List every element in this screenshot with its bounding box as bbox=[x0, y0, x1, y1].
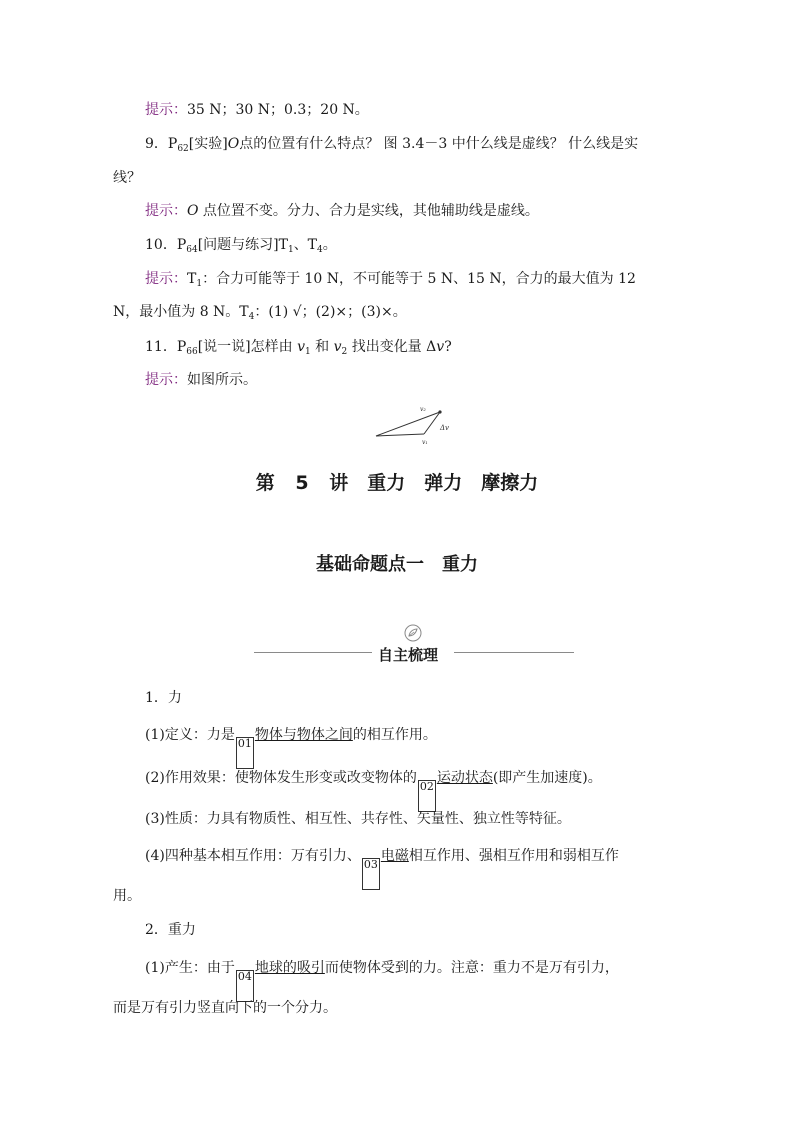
answer-text: 电磁 bbox=[380, 848, 409, 864]
text: (即产生加速度)。 bbox=[492, 770, 602, 786]
answer-box-04: 04 bbox=[236, 970, 254, 1002]
hint-t: T bbox=[187, 271, 197, 287]
velocity-triangle-diagram bbox=[370, 404, 460, 446]
q11-text: 找出变化量 Δ bbox=[347, 339, 437, 355]
hint-t4-sub: 4 bbox=[248, 312, 255, 322]
hint-text: 35 N；30 N；0.3；20 N。 bbox=[187, 102, 369, 118]
q9-text: 点的位置有什么特点？ 图 3.4－3 中什么线是虚线？ 什么线是实 bbox=[239, 136, 639, 152]
question-9 bbox=[145, 134, 638, 154]
q11-and: 和 bbox=[310, 339, 334, 355]
hint-text: 如图所示。 bbox=[187, 372, 257, 388]
text: (1)产生：由于 bbox=[145, 960, 235, 976]
q11-v1: v bbox=[297, 339, 305, 355]
answer-box-01: 01 bbox=[236, 737, 254, 769]
q11-page-sub: 66 bbox=[186, 347, 198, 357]
hint-text: 点位置不变。分力、合力是实线，其他辅助线是虚线。 bbox=[198, 203, 539, 219]
item-interactions bbox=[145, 846, 619, 890]
label-v1: v₁ bbox=[422, 439, 428, 446]
answer-box-03: 03 bbox=[362, 858, 380, 890]
answer-text: 地球的吸引 bbox=[254, 960, 325, 976]
q9-tag: [实验] bbox=[188, 136, 228, 152]
lecture-title: 第 5 讲 重力 弹力 摩擦力 bbox=[255, 472, 539, 494]
hint-line-11 bbox=[145, 370, 257, 390]
question-10 bbox=[145, 235, 337, 255]
hint-label: 提示： bbox=[145, 271, 187, 287]
item-effect bbox=[145, 768, 602, 812]
hint-line-9 bbox=[145, 201, 539, 221]
question-11 bbox=[145, 337, 452, 357]
hint-label: 提示： bbox=[145, 102, 187, 118]
item-heading-force: 1．力 bbox=[145, 690, 182, 706]
q11-v2-sub: 2 bbox=[341, 347, 348, 357]
hint-line-1 bbox=[145, 100, 369, 120]
v2-vector bbox=[376, 412, 440, 436]
item-properties: (3)性质：力具有物质性、相互性、共存性、矢量性、独立性等特征。 bbox=[145, 811, 571, 827]
item-origin bbox=[145, 958, 619, 1002]
question-9-cont: 线？ bbox=[113, 170, 141, 186]
q9-point-o: O bbox=[227, 136, 240, 152]
arrow-tip bbox=[438, 410, 441, 413]
text: 而使物体受到的力。注意：重力不是万有引力， bbox=[324, 960, 619, 976]
answer-text: 运动状态 bbox=[436, 770, 493, 786]
q11-dv: v bbox=[436, 339, 445, 355]
hint-label: 提示： bbox=[145, 203, 187, 219]
item-origin-cont: 而是万有引力竖直向下的一个分力。 bbox=[113, 1000, 337, 1016]
leaf-icon bbox=[404, 624, 422, 642]
q10-number: 10．P bbox=[145, 237, 187, 253]
q11-v1-sub: 1 bbox=[304, 347, 311, 357]
q10-t1-sub: 1 bbox=[287, 245, 294, 255]
hint-point-o: O bbox=[187, 203, 199, 219]
q10-sep: 、T bbox=[293, 237, 318, 253]
text: 的相互作用。 bbox=[352, 727, 437, 743]
hint-line-10-cont bbox=[113, 302, 407, 322]
divider-right bbox=[454, 652, 574, 653]
q10-end: 。 bbox=[322, 237, 337, 253]
hint-label: 提示： bbox=[145, 372, 187, 388]
text: (2)作用效果：使物体发生形变或改变物体的 bbox=[145, 770, 417, 786]
q11-v2: v bbox=[333, 339, 342, 355]
q9-page-sub: 62 bbox=[177, 144, 189, 154]
q11-end: ? bbox=[444, 339, 452, 355]
q10-page-sub: 64 bbox=[186, 245, 198, 255]
text: (4)四种基本相互作用：万有引力、 bbox=[145, 848, 361, 864]
label-v2: v₂ bbox=[420, 406, 426, 413]
q10-t4-sub: 4 bbox=[317, 245, 323, 255]
answer-box-02: 02 bbox=[418, 780, 436, 812]
hint-text-a: N，最小值为 8 N。T bbox=[113, 304, 249, 320]
hint-t1-sub: 1 bbox=[196, 279, 203, 289]
text: (1)定义：力是 bbox=[145, 727, 235, 743]
hint-text: ：合力可能等于 10 N，不可能等于 5 N、15 N，合力的最大值为 12 bbox=[202, 271, 636, 287]
text: 相互作用、强相互作用和弱相互作 bbox=[408, 848, 619, 864]
divider-left bbox=[254, 652, 372, 653]
q11-number: 11．P bbox=[145, 339, 187, 355]
section-title: 基础命题点一 重力 bbox=[316, 554, 478, 575]
q9-number: 9．P bbox=[145, 136, 178, 152]
hint-text-b: ：(1) √；(2)×；(3)×。 bbox=[254, 304, 407, 320]
item-heading-gravity: 2．重力 bbox=[145, 922, 196, 938]
subsection-label: 自主梳理 bbox=[378, 646, 439, 664]
label-delta-v: Δv bbox=[440, 424, 450, 432]
q11-tag: [说一说]怎样由 bbox=[197, 339, 298, 355]
answer-text: 物体与物体之间 bbox=[254, 727, 353, 743]
q10-tag: [问题与练习]T bbox=[197, 237, 288, 253]
hint-line-10 bbox=[145, 269, 636, 289]
item-definition bbox=[145, 725, 437, 769]
v1-vector bbox=[376, 434, 424, 436]
item-interactions-cont: 用。 bbox=[113, 888, 141, 904]
